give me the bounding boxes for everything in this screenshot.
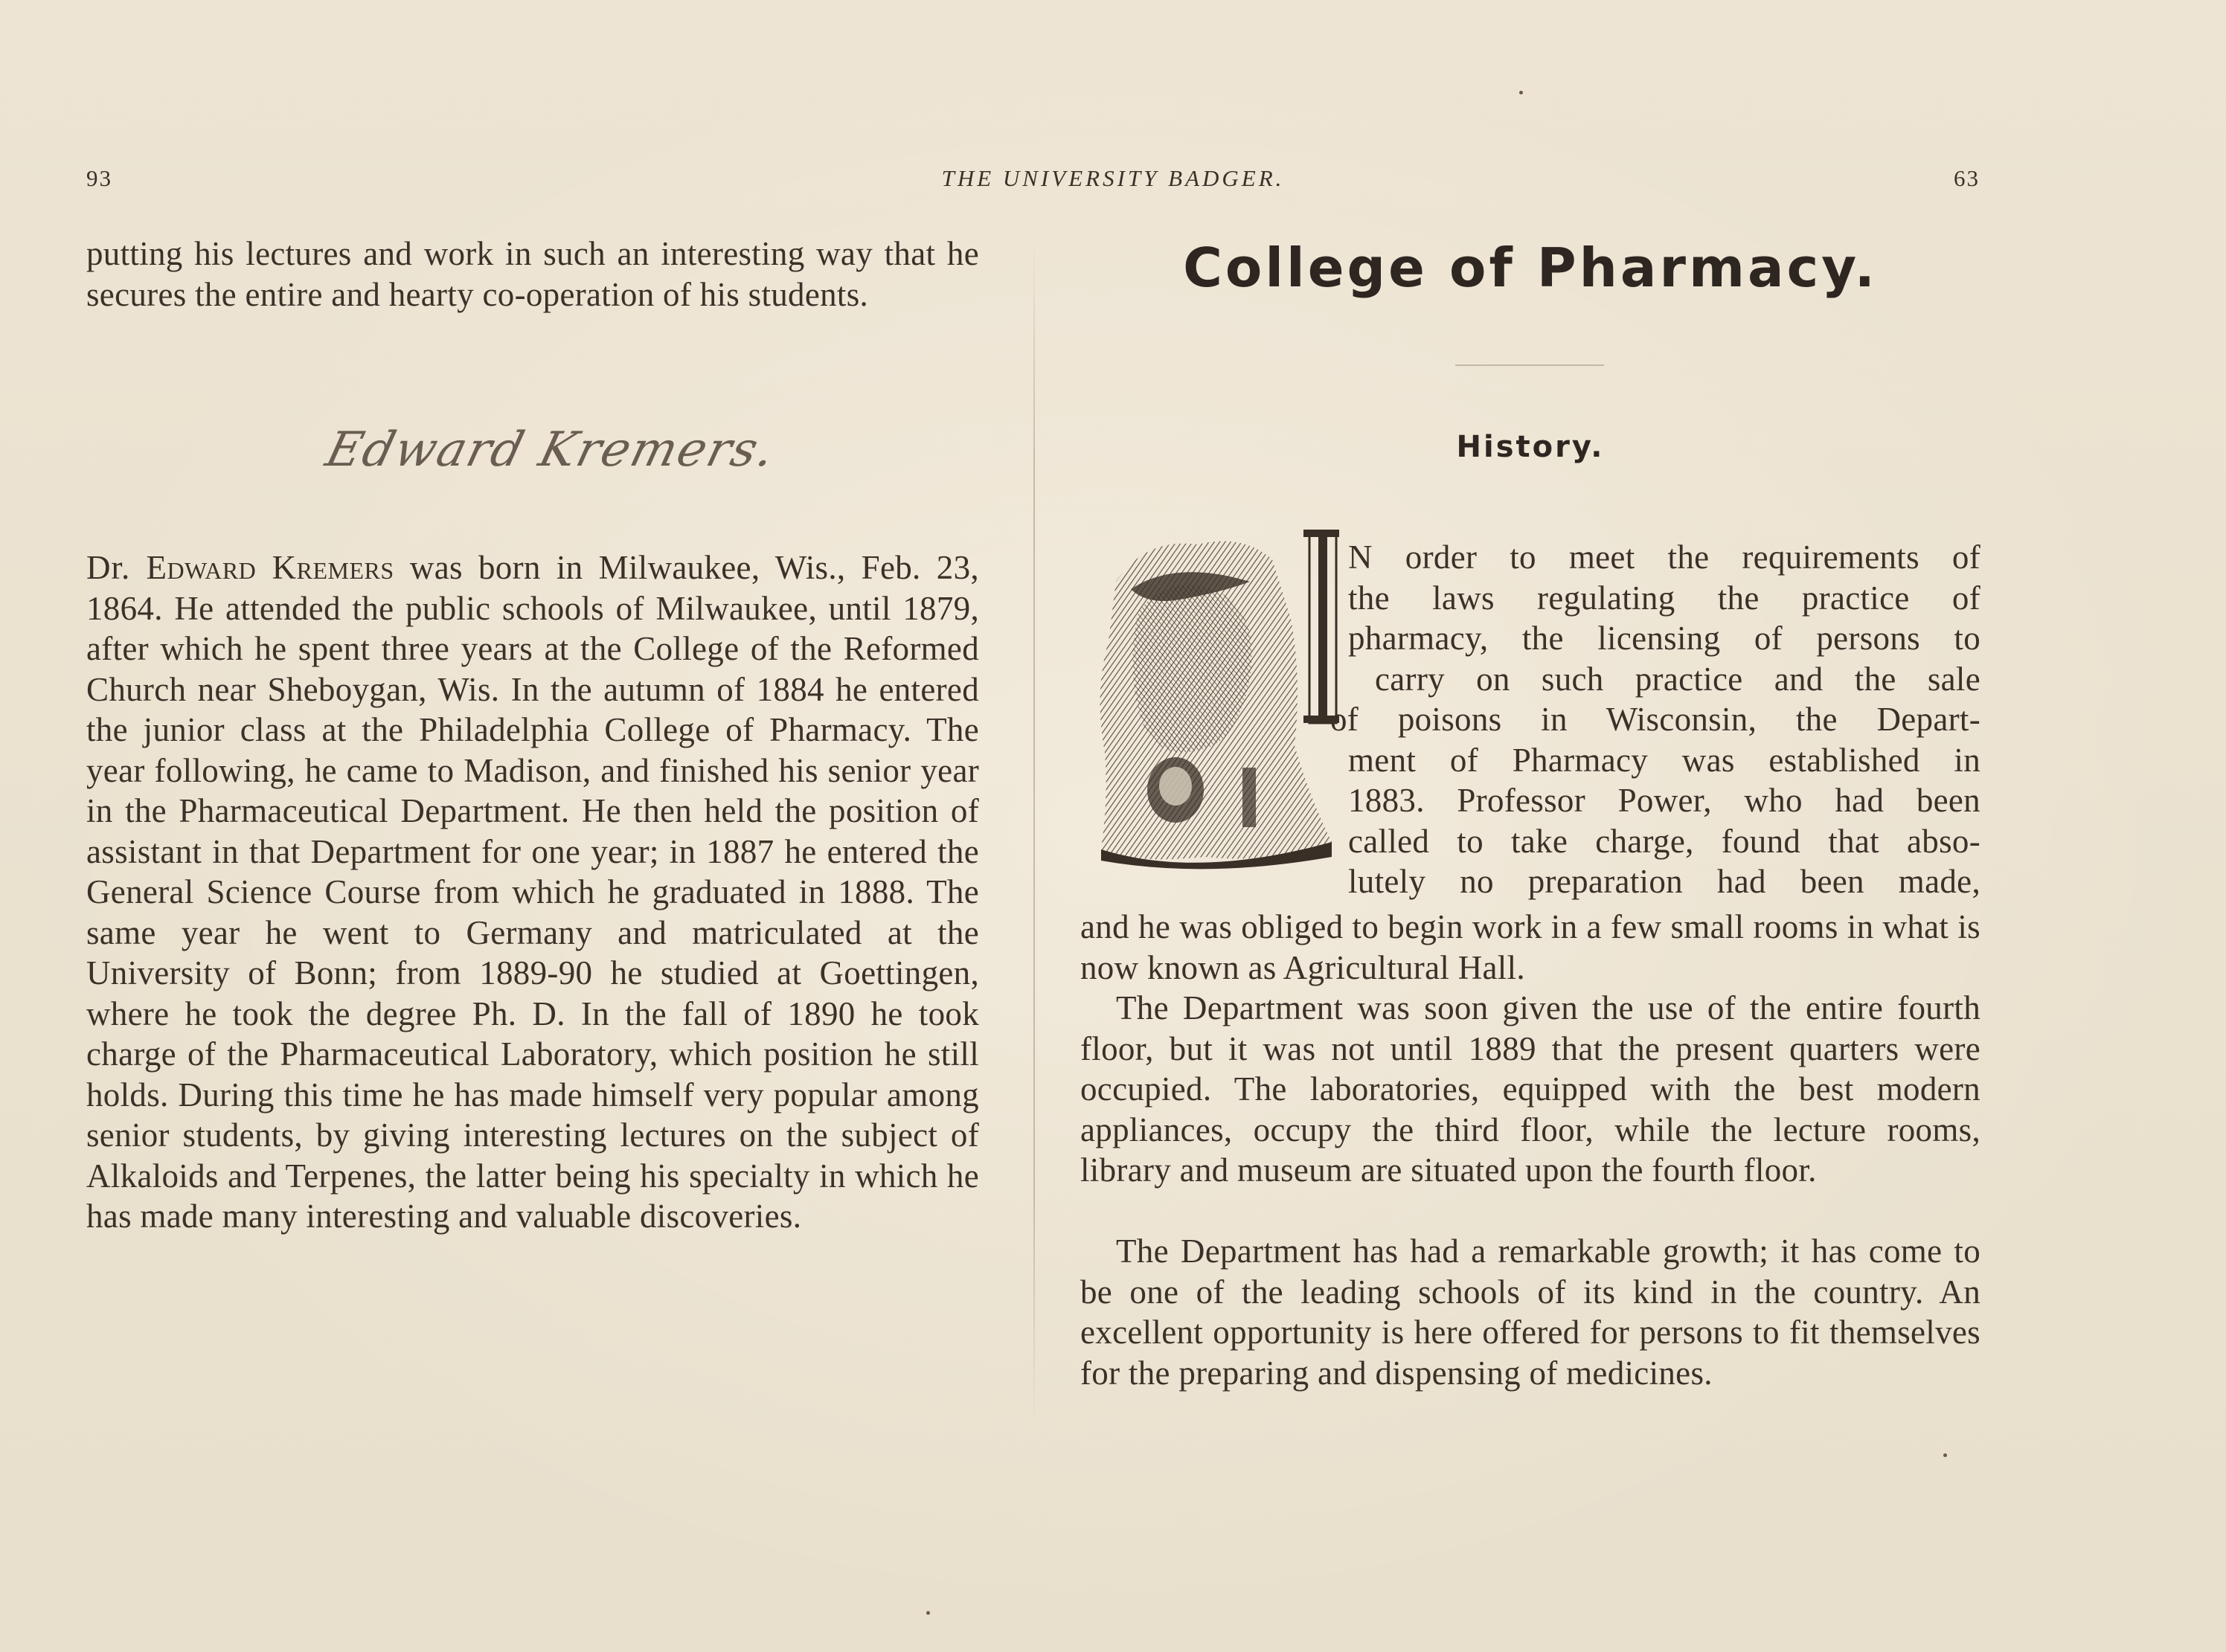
pharmacy-vignette-icon	[1086, 530, 1339, 872]
third-paragraph: The Department has had a remarkable growth; it has come to be one of the leading schools of its kind in the country. An excellent opportunity is here offered for persons to fit themselves for the preparing and dispensing of medicines.	[1080, 1232, 1980, 1392]
bio-title-dr: Dr.	[86, 549, 131, 586]
para1-line: called to take charge, found that abso-	[1348, 822, 1980, 860]
paper-speck	[926, 1611, 930, 1615]
para1-line: ment of Pharmacy was established in	[1348, 741, 1980, 779]
para1-line: of poisons in Wisconsin, the Depart-	[1330, 701, 1980, 738]
paper-speck	[1943, 1453, 1947, 1457]
bio-name-smallcaps: Edward Kremers	[146, 549, 394, 586]
first-paragraph-wrapped	[1330, 537, 1980, 902]
bio-text: was born in Milwaukee, Wis., Feb. 23, 1864. He attended the public schools of Milwaukee, until 1879, after which he spent three years at the College of the Reformed Church near Sheboygan, Wis. In the autumn of 1884 he entered the junior class at the Philadelphia College of Pharmacy. The year following, he came to Madison, and finished his senior year in the Pharmaceutical Department. He then held the position of assistant in that Department for one year; in 1887 he entered the General Science Course from which he graduated in 1888. The same year he went to Germany and matriculated at the University of Bonn; from 1889-90 he studied at Goettingen, where he took the degree Ph. D. In the fall of 1890 he took charge of the Pharmaceutical Laboratory, which position he still holds. During this time he has made himself very popular among senior students, by giving interesting lectures on the subject of Alkaloids and Terpenes, the latter being his specialty in which he has made many interesting and valuable discoveries.	[86, 549, 979, 1235]
title-rule	[1455, 364, 1604, 366]
subheading-history: History.	[1456, 430, 1605, 464]
para1-line: pharmacy, the licensing of persons to	[1348, 620, 1980, 657]
para1-line: carry on such practice and the sale	[1375, 660, 1980, 698]
signature-edward-kremers: Edward Kremers.	[320, 422, 782, 478]
section-title: College of Pharmacy.	[1183, 237, 1878, 299]
first-paragraph-continued: and he was obliged to begin work in a few small rooms in what is now known as Agricultural Hall.	[1080, 908, 1980, 986]
paper-speck	[1519, 91, 1523, 94]
para1-line: N order to meet the requirements of	[1348, 539, 1980, 576]
drop-cap-illustration	[1086, 530, 1339, 872]
second-paragraph: The Department was soon given the use of the entire fourth floor, but it was not until 1889 that the present quarters were occupied. The laboratories, equipped with the best modern appliances, occupy the third floor, while the lecture rooms, library and museum are situated upon the fourth floor.	[1080, 989, 1980, 1189]
gutter-rule	[1033, 237, 1035, 1427]
left-page-number: 93	[86, 165, 112, 191]
running-head-title: THE UNIVERSITY BADGER.	[941, 165, 1285, 191]
continued-paragraph: putting his lectures and work in such an interesting way that he secures the entire and hearty co-operation of his students.	[86, 235, 979, 313]
para1-line: 1883. Professor Power, who had been	[1348, 782, 1980, 819]
kremers-biography	[86, 547, 979, 1237]
para1-line: lutely no preparation had been made,	[1348, 863, 1980, 900]
right-page-number: 63	[1954, 165, 1980, 191]
para1-line: the laws regulating the practice of	[1348, 579, 1980, 617]
